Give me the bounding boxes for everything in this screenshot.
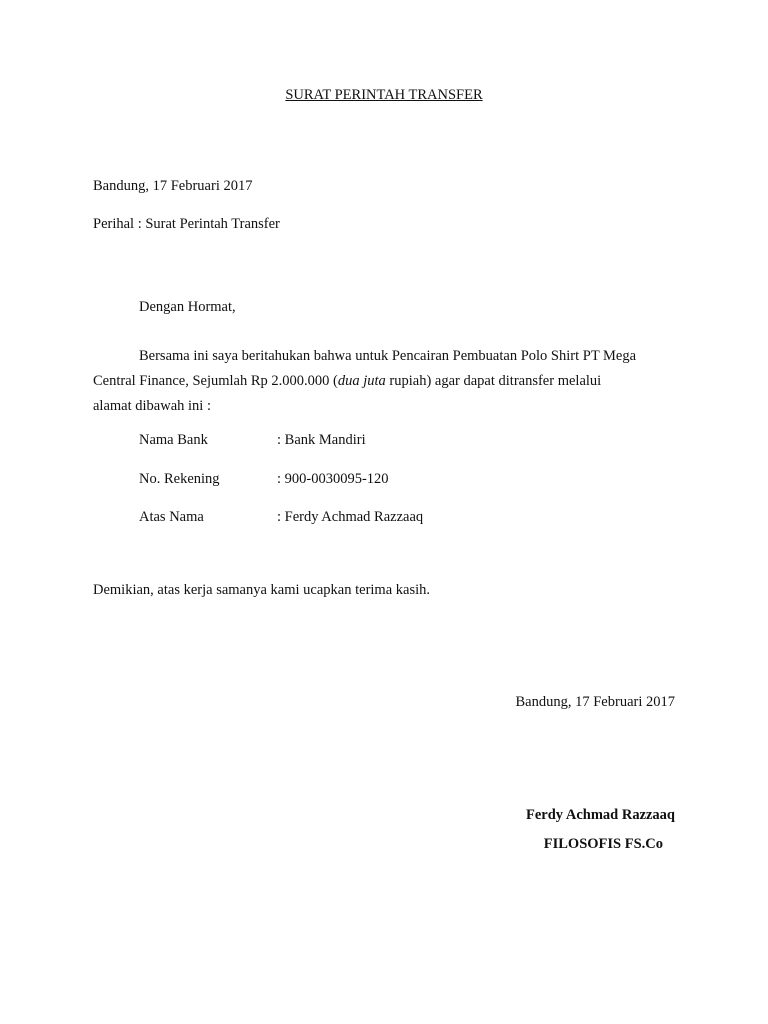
body-line-2 — [93, 373, 601, 390]
detail-value-bank: : Bank Mandiri — [277, 432, 366, 448]
letter-date-top: Bandung, 17 Februari 2017 — [93, 178, 253, 194]
body-line-2-italic: dua juta — [337, 373, 386, 389]
body-line-1: Bersama ini saya beritahukan bahwa untuk Pencairan Pembuatan Polo Shirt PT Mega — [139, 348, 637, 364]
body-line-3: alamat dibawah ini : — [93, 398, 211, 414]
detail-value-name: : Ferdy Achmad Razzaaq — [277, 509, 424, 525]
signer-company: FILOSOFIS FS.Co — [543, 836, 663, 852]
signer-name: Ferdy Achmad Razzaaq — [525, 807, 675, 823]
detail-label-name: Atas Nama — [139, 509, 204, 525]
letter-subject: Perihal : Surat Perintah Transfer — [93, 216, 280, 232]
closing-line: Demikian, atas kerja samanya kami ucapkan terima kasih. — [93, 582, 430, 598]
detail-label-account: No. Rekening — [139, 471, 220, 487]
salutation: Dengan Hormat, — [139, 299, 236, 315]
body-line-2-before: Central Finance, Sejumlah Rp 2.000.000 ( — [93, 373, 338, 389]
body-line-2-after: rupiah) agar dapat ditransfer melalui — [385, 373, 602, 389]
detail-label-bank: Nama Bank — [139, 432, 208, 448]
letter-date-bottom: Bandung, 17 Februari 2017 — [515, 694, 675, 710]
letter-title: SURAT PERINTAH TRANSFER — [285, 87, 483, 103]
detail-value-account: : 900-0030095-120 — [277, 471, 389, 487]
